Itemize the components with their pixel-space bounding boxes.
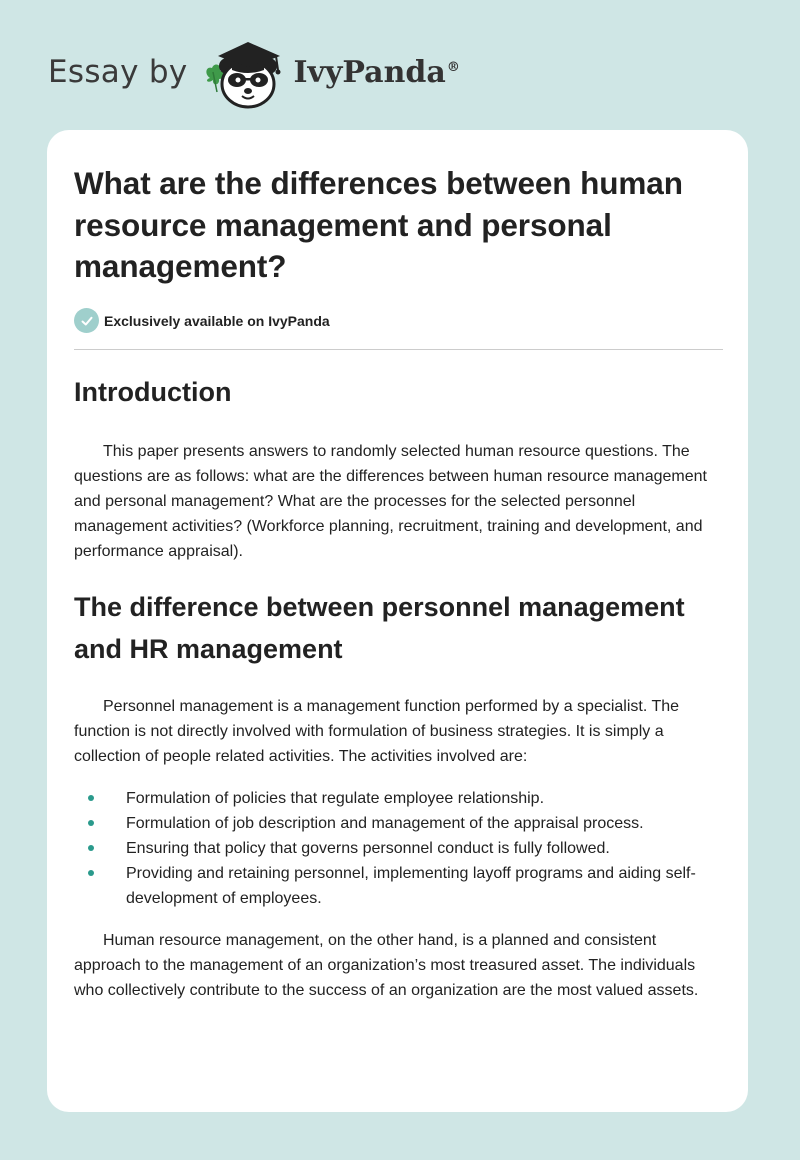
list-item <box>74 861 722 911</box>
brand-name-text: IvyPanda <box>293 54 446 90</box>
divider <box>74 349 723 350</box>
panda-logo-icon[interactable] <box>202 34 292 110</box>
check-icon <box>74 308 99 333</box>
list-item-text: Formulation of policies that regulate employee relationship. <box>126 789 545 807</box>
list-item <box>74 811 722 836</box>
bullet-icon <box>88 820 94 826</box>
brand-prefix: Essay by <box>48 54 188 90</box>
brand-name[interactable] <box>294 55 460 90</box>
list-item-text: Ensuring that policy that governs personnel conduct is fully followed. <box>126 839 610 857</box>
intro-paragraph: This paper presents answers to randomly selected human resource questions. The questions are as follows: what are the differences between human resource management and personal management? What are the processes for the selected personnel management activities? (Workforce planning, recruitment, training and development, and performance appraisal). <box>74 442 707 560</box>
registered-mark: ® <box>446 59 460 75</box>
exclusive-badge <box>74 307 722 335</box>
bullet-icon <box>88 870 94 876</box>
essay-card <box>47 130 748 1112</box>
hrm-paragraph: Human resource management, on the other hand, is a planned and consistent approach to the management of an organization’s most treasured asset. The individuals who collectively contribute to the success of an organization are the most valued assets. <box>74 931 699 999</box>
list-item-text: Formulation of job description and management of the appraisal process. <box>126 814 644 832</box>
activities-list <box>74 786 722 911</box>
bullet-icon <box>88 845 94 851</box>
essay-title: What are the differences between human resource management and personal management? <box>74 165 683 284</box>
section-heading-introduction: Introduction <box>74 376 232 407</box>
list-item <box>74 786 722 811</box>
bullet-icon <box>88 795 94 801</box>
list-item-text: Providing and retaining personnel, implementing layoff programs and aiding self-development of employees. <box>126 864 696 907</box>
list-item <box>74 836 722 861</box>
site-header <box>48 34 460 110</box>
personnel-paragraph: Personnel management is a management function performed by a specialist. The function is not directly involved with formulation of business strategies. It is simply a collection of people related activities. The activities involved are: <box>74 697 680 765</box>
section-heading-difference: The difference between personnel management and HR management <box>74 591 685 664</box>
exclusive-label: Exclusively available on IvyPanda <box>104 312 330 329</box>
